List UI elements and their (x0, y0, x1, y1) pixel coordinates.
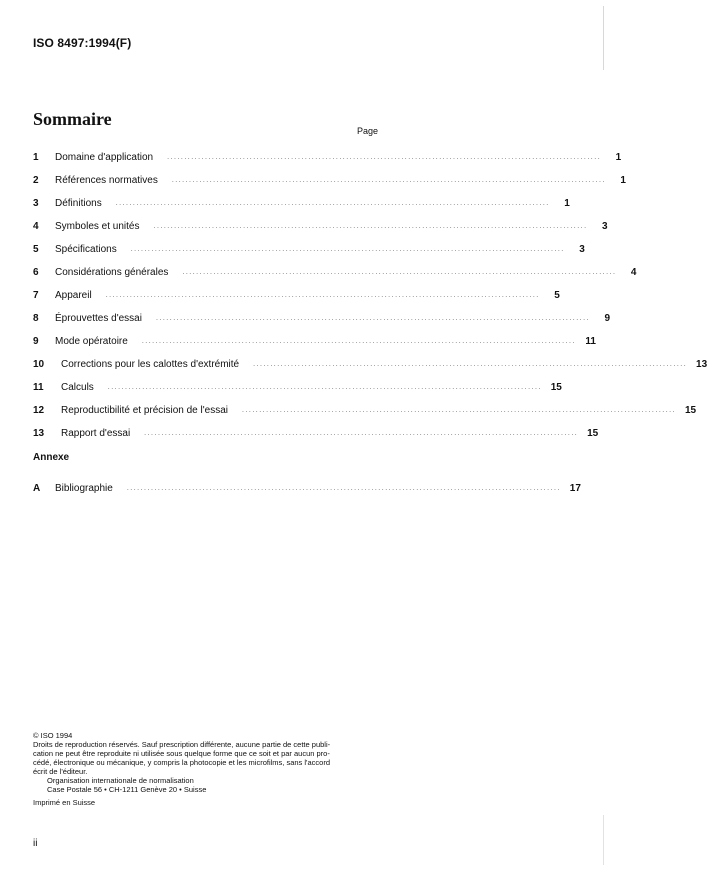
toc-label: Références normatives (55, 175, 158, 186)
toc-number: 8 (33, 313, 39, 324)
toc-page-number: 11 (585, 336, 596, 347)
toc-number: 3 (33, 198, 39, 209)
toc-leader-dots: .............................................................................................................................. (105, 292, 540, 299)
toc-leader-dots: .............................................................................................................................. (115, 200, 550, 207)
toc-page-number: 9 (604, 313, 611, 324)
annex-list (33, 471, 581, 494)
toc-leader-dots: .............................................................................................................................. (171, 177, 606, 184)
toc-leader-dots: .............................................................................................................................. (167, 154, 602, 161)
toc-entry[interactable] (33, 393, 697, 416)
page-title: Sommaire (33, 109, 112, 129)
scan-edge-line-bottom (603, 815, 604, 865)
toc-page-number: 15 (587, 428, 599, 439)
rights-text-line: cédé, électronique ou mécanique, y compris la photocopie et les microfilms, sans l'accord (33, 758, 330, 767)
rights-text-line: Droits de reproduction réservés. Sauf prescription différente, aucune partie de cette publi- (33, 740, 331, 749)
toc-entry[interactable] (33, 324, 596, 347)
toc-leader-dots: .............................................................................................................................. (182, 269, 617, 276)
toc-page-number: 13 (696, 359, 707, 370)
annex-page-number: 17 (569, 483, 581, 494)
toc-label: Corrections pour les calottes d'extrémité (61, 359, 240, 370)
toc-leader-dots: .............................................................................................................................. (242, 407, 677, 414)
toc-label: Domaine d'application (55, 152, 154, 163)
toc-entry[interactable] (33, 232, 585, 255)
toc-number: 4 (33, 221, 39, 232)
copyright-notice (33, 731, 383, 807)
toc-leader-dots: .............................................................................................................................. (144, 430, 579, 437)
toc-leader-dots: .............................................................................................................................. (107, 384, 542, 391)
toc-number: 2 (33, 175, 39, 186)
annex-letter: A (33, 483, 41, 494)
toc-number: 6 (33, 267, 39, 278)
toc-entry[interactable] (33, 416, 599, 439)
toc-page-number: 1 (615, 152, 622, 163)
toc-entry[interactable] (33, 347, 707, 370)
toc-label: Symboles et unités (55, 221, 140, 232)
toc-label: Rapport d'essai (61, 428, 131, 439)
copyright-line: © ISO 1994 (33, 731, 73, 740)
toc-entry[interactable] (33, 301, 611, 324)
toc-page-number: 5 (554, 290, 560, 301)
toc-number: 11 (33, 382, 44, 393)
toc-label: Appareil (55, 290, 92, 301)
annex-heading: Annexe (33, 452, 70, 463)
annex-entry[interactable] (33, 471, 581, 494)
toc-number: 9 (33, 336, 39, 347)
printed-in: Imprimé en Suisse (33, 798, 96, 807)
toc-number: 12 (33, 405, 45, 416)
toc-leader-dots: .............................................................................................................................. (126, 485, 561, 492)
toc-leader-dots: .............................................................................................................................. (153, 223, 588, 230)
toc-label: Considérations générales (55, 267, 169, 278)
toc-entry[interactable] (33, 255, 637, 278)
toc-number: 1 (33, 152, 39, 163)
toc-leader-dots: .............................................................................................................................. (253, 361, 688, 368)
toc-number: 5 (33, 244, 39, 255)
annex-label: Bibliographie (55, 483, 113, 494)
toc-page-number: 1 (564, 198, 570, 209)
organisation-address: Case Postale 56 • CH-1211 Genève 20 • Suisse (47, 785, 207, 794)
scan-edge-line (603, 6, 604, 70)
toc-page-number: 3 (579, 244, 585, 255)
toc-entry[interactable] (33, 140, 622, 163)
toc-page-number: 3 (602, 221, 608, 232)
toc-page-number: 1 (620, 175, 626, 186)
toc-label: Définitions (55, 198, 102, 209)
toc-leader-dots: .............................................................................................................................. (130, 246, 565, 253)
document-id: ISO 8497:1994(F) (33, 36, 132, 50)
organisation-name: Organisation internationale de normalisation (47, 776, 194, 785)
toc-page-number: 4 (630, 267, 637, 278)
page-number: ii (33, 838, 38, 849)
toc-number: 13 (33, 428, 45, 439)
toc-number: 7 (33, 290, 39, 301)
rights-text-line: écrit de l'éditeur. (33, 767, 88, 776)
toc-label: Spécifications (55, 244, 117, 255)
toc-label: Reproductibilité et précision de l'essai (61, 405, 228, 416)
toc-leader-dots: .............................................................................................................................. (141, 338, 576, 345)
toc-entry[interactable] (33, 186, 570, 209)
toc-entry[interactable] (33, 209, 608, 232)
toc-number: 10 (33, 359, 45, 370)
toc-entry[interactable] (33, 278, 560, 301)
toc-leader-dots: .............................................................................................................................. (155, 315, 591, 322)
toc-entry[interactable] (33, 163, 626, 186)
table-of-contents (33, 140, 707, 439)
toc-label: Éprouvettes d'essai (55, 313, 142, 324)
rights-text-line: cation ne peut être reproduite ni utilisée sous quelque forme que ce soit et par aucun pro- (33, 749, 330, 758)
toc-entry[interactable] (33, 370, 562, 393)
page-column-header: Page (356, 126, 378, 136)
toc-label: Calculs (61, 382, 94, 393)
toc-page-number: 15 (550, 382, 562, 393)
toc-page-number: 15 (684, 405, 697, 416)
toc-label: Mode opératoire (55, 336, 128, 347)
